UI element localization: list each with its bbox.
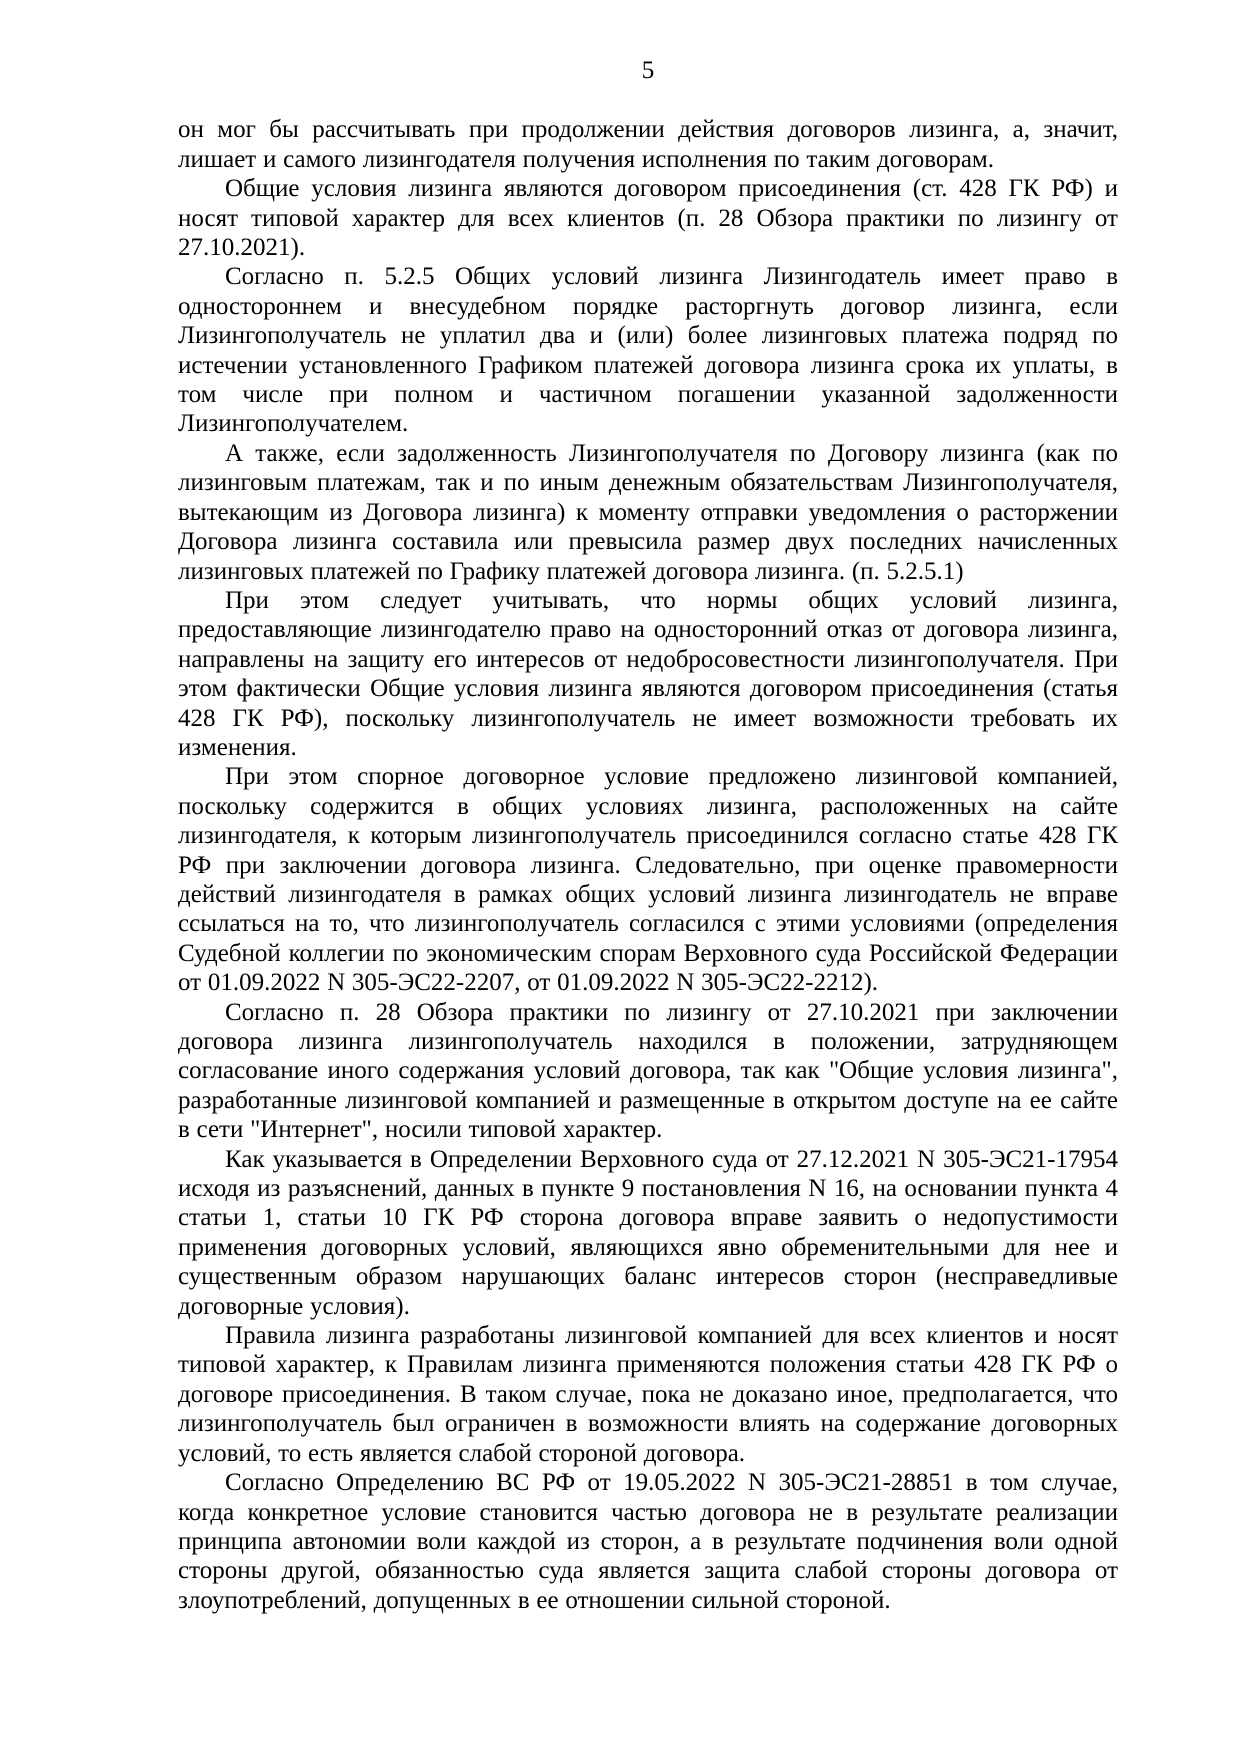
body-paragraph: Согласно п. 5.2.5 Общих условий лизинга Лизингодатель имеет право в одностороннем и внесудебном порядке расторгнуть договор лизинга, если Лизингополучатель не уплатил два и (или) более лизинговых платежа подряд по истечении установленного Графиком платежей договора лизинга срока их уплаты, в том числе при полном и частичном погашении указанной задолженности Лизингополучателем. bbox=[178, 263, 1118, 438]
body-paragraph: Согласно п. 28 Обзора практики по лизингу от 27.10.2021 при заключении договора лизинга лизингополучатель находился в положении, затрудняющем согласование иного содержания условий договора, так как "Общие условия лизинга", разработанные лизинговой компанией и размещенные в открытом доступе на ее сайте в сети "Интернет", носили типовой характер. bbox=[178, 998, 1118, 1144]
page-content-area bbox=[178, 56, 1118, 1615]
body-paragraph: Правила лизинга разработаны лизинговой компанией для всех клиентов и носят типовой характер, к Правилам лизинга применяются положения статьи 428 ГК РФ о договоре присоединения. В таком случае, пока не доказано иное, предполагается, что лизингополучатель был ограничен в возможности влиять на содержание договорных условий, то есть является слабой стороной договора. bbox=[178, 1322, 1118, 1467]
body-paragraph: Согласно Определению ВС РФ от 19.05.2022 N 305-ЭС21-28851 в том случае, когда конкретное условие становится частью договора не в результате реализации принципа автономии воли каждой из сторон, а в результате подчинения воли одной стороны другой, обязанностью суда является защита слабой стороны договора от злоупотреблений, допущенных в ее отношении сильной стороной. bbox=[178, 1469, 1118, 1614]
body-paragraph: При этом следует учитывать, что нормы общих условий лизинга, предоставляющие лизингодателю право на односторонний отказ от договора лизинга, направлены на защиту его интересов от недобросовестности лизингополучателя. При этом фактически Общие условия лизинга являются договором присоединения (статья 428 ГК РФ), поскольку лизингополучатель не имеет возможности требовать их изменения. bbox=[178, 586, 1118, 761]
body-paragraph: Общие условия лизинга являются договором присоединения (ст. 428 ГК РФ) и носят типовой характер для всех клиентов (п. 28 Обзора практики по лизингу от 27.10.2021). bbox=[178, 175, 1118, 262]
body-paragraph: Как указывается в Определении Верховного суда от 27.12.2021 N 305-ЭС21-17954 исходя из разъяснений, данных в пункте 9 постановления N 16, на основании пункта 4 статьи 1, статьи 10 ГК РФ сторона договора вправе заявить о недопустимости применения договорных условий, являющихся явно обременительными для нее и существенным образом нарушающих баланс интересов сторон (несправедливые договорные условия). bbox=[178, 1145, 1118, 1320]
page-number: 5 bbox=[641, 57, 655, 84]
document-body bbox=[178, 115, 1118, 1615]
body-paragraph: он мог бы рассчитывать при продолжении действия договоров лизинга, а, значит, лишает и самого лизингодателя получения исполнения по таким договорам. bbox=[178, 116, 1118, 173]
body-paragraph: А также, если задолженность Лизингополучателя по Договору лизинга (как по лизинговым платежам, так и по иным денежным обязательствам Лизингополучателя, вытекающим из Договора лизинга) к моменту отправки уведомления о расторжении Договора лизинга составила или превысила размер двух последних начисленных лизинговых платежей по Графику платежей договора лизинга. (п. 5.2.5.1) bbox=[178, 439, 1118, 585]
body-paragraph: При этом спорное договорное условие предложено лизинговой компанией, поскольку содержится в общих условиях лизинга, расположенных на сайте лизингодателя, к которым лизингополучатель присоединился согласно статье 428 ГК РФ при заключении договора лизинга. Следовательно, при оценке правомерности действий лизингодателя в рамках общих условий лизинга лизингодатель не вправе ссылаться на то, что лизингополучатель согласился с этими условиями (определения Судебной коллегии по экономическим спорам Верховного суда Российской Федерации от 01.09.2022 N 305-ЭС22-2207, от 01.09.2022 N 305-ЭС22-2212). bbox=[178, 763, 1118, 997]
